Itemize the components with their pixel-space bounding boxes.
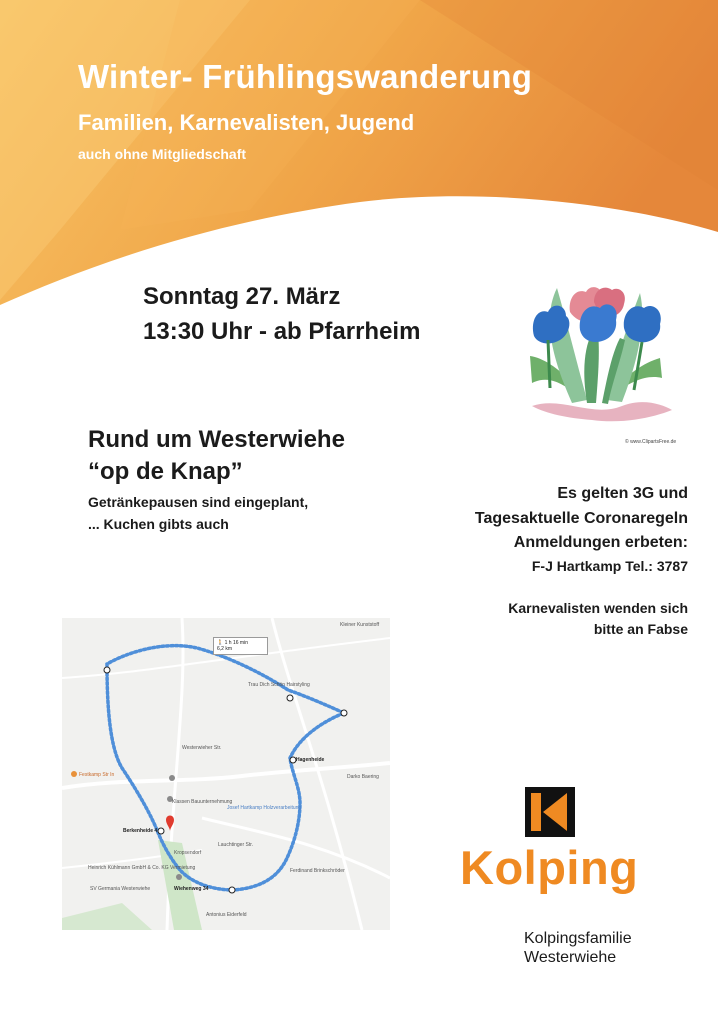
route-map[interactable] bbox=[62, 618, 390, 930]
clipart-credit: © www.ClipartsFree.de bbox=[625, 439, 677, 445]
map-label-kropsendorf: Kropsendorf bbox=[174, 850, 202, 856]
map-label-heinrich: Heinrich Kühlmann GmbH & Co. KG Vermietung bbox=[88, 865, 196, 871]
map-label-hagenheide: Hagenheide bbox=[296, 757, 325, 763]
contact-line: F-J Hartkamp Tel.: 3787 bbox=[531, 558, 688, 574]
map-label-festkamp: Festkamp Str In bbox=[79, 772, 115, 778]
page-subtitle: Familien, Karnevalisten, Jugend bbox=[78, 110, 415, 135]
route-title-line1: Rund um Westerwiehe bbox=[88, 426, 345, 453]
kolping-wordmark: Kolping bbox=[460, 841, 639, 894]
map-label-wiehenweg: Wiehenweg 34 bbox=[174, 886, 209, 892]
map-label-ferdinand: Ferdinand Brinkschröder bbox=[290, 868, 345, 874]
route-duration: 1 h 16 min bbox=[224, 640, 248, 646]
map-label-darko: Darko Baering bbox=[347, 774, 379, 780]
tulips-illustration bbox=[512, 278, 682, 428]
map-label-trau-dich: Trau Dich Schön Hairstyling bbox=[248, 682, 310, 688]
membership-note: auch ohne Mitgliedschaft bbox=[78, 146, 247, 162]
rules-line3: Anmeldungen erbeten: bbox=[513, 534, 688, 551]
map-label-sv-germania: SV Germania Westerwiehe bbox=[90, 886, 151, 892]
page-title: Winter- Frühlingswanderung bbox=[78, 58, 533, 95]
route-title-line2: “op de Knap” bbox=[88, 458, 243, 485]
map-label-josef-hartkamp: Josef Hartkamp Holzverarbeitung bbox=[227, 805, 302, 811]
rules-line1: Es gelten 3G und bbox=[557, 485, 688, 502]
map-label-klassen: Klassen Bauunternehmung bbox=[172, 799, 233, 805]
route-note-line2: ... Kuchen gibts auch bbox=[88, 516, 229, 532]
rules-line2: Tagesaktuelle Coronaregeln bbox=[474, 510, 688, 527]
map-label-lauchtinger: Lauchtinger Str. bbox=[218, 842, 254, 848]
carnival-line2: bitte an Fabse bbox=[593, 621, 688, 637]
map-label-kleiner-kunststoff: Kleiner Kunststoff bbox=[340, 622, 380, 628]
route-duration-box bbox=[213, 637, 268, 655]
walking-person-icon: 🚶 bbox=[217, 640, 224, 646]
map-label-antonius: Antonius Eiderfeld bbox=[206, 912, 247, 918]
route-distance: 6,2 km bbox=[217, 646, 233, 652]
event-date: Sonntag 27. März bbox=[143, 283, 341, 310]
route-note-line1: Getränkepausen sind eingeplant, bbox=[88, 494, 309, 510]
carnival-line1: Karnevalisten wenden sich bbox=[508, 600, 688, 616]
org-name-line1: Kolpingsfamilie bbox=[524, 930, 632, 947]
map-label-westerwieher-str: Westerwieher Str. bbox=[182, 745, 222, 751]
org-name-line2: Westerwiehe bbox=[524, 949, 617, 966]
map-label-berkenheide: Berkenheide 4 bbox=[123, 828, 158, 834]
kolping-k-icon bbox=[525, 787, 575, 837]
event-time-place: 13:30 Uhr - ab Pfarrheim bbox=[143, 318, 421, 345]
